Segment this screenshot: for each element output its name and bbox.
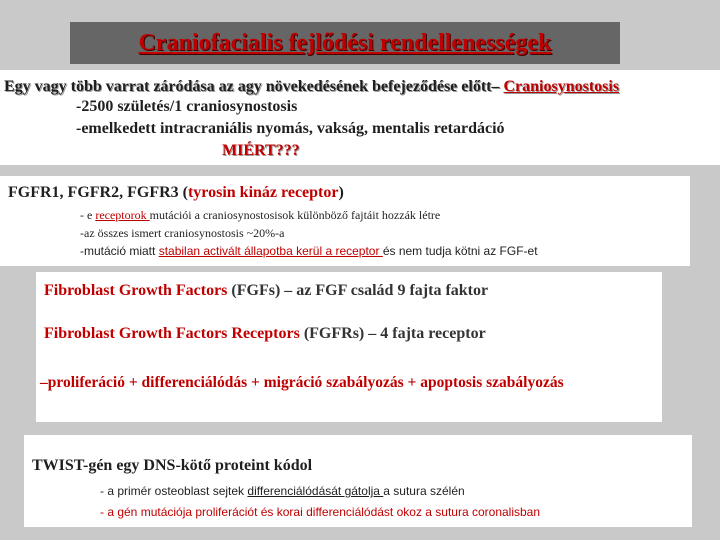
- fgf-term: Fibroblast Growth Factors: [44, 282, 228, 299]
- bullet3-post: és nem tudja kötni az FGF-et: [382, 244, 538, 258]
- why-question: MIÉRT???: [222, 142, 300, 159]
- twist-line1-pre: - a primér osteoblast sejtek: [100, 484, 248, 498]
- fgf-line: [44, 282, 488, 300]
- bullet1-pre: - e: [80, 208, 96, 222]
- twist-line-1: [100, 484, 465, 498]
- receptors-link: receptorok: [95, 208, 150, 222]
- activated-receptor-link: stabilan activált állapotba kerül a receptor: [158, 244, 383, 258]
- bullet3-pre: -mutáció miatt: [80, 244, 159, 258]
- fgf-box: [36, 272, 662, 422]
- fgfr-heading-close: ): [338, 184, 344, 201]
- twist-heading: TWIST-gén egy DNS-kötő proteint kódol: [32, 457, 313, 474]
- fgfr-line: [44, 325, 486, 343]
- fgfr-description: (FGFRs) – 4 fajta receptor: [299, 325, 486, 342]
- fgfr-heading: [8, 184, 344, 202]
- fgfr-bullet-3: [80, 244, 538, 258]
- fgfr-bullet-2: -az összes ismert craniosynostosis ~20%-a: [80, 226, 285, 240]
- incidence-line: -2500 születés/1 craniosynostosis: [76, 98, 298, 115]
- definition-line: [4, 78, 619, 96]
- slide-title: Craniofacialis fejlődési rendellenességek: [138, 29, 552, 56]
- differentiation-link: differenciálódását gátolja: [247, 484, 384, 498]
- bullet1-post: mutációi a craniosynostosisok különböző fajtáit hozzák létre: [149, 208, 441, 222]
- fgfr-term: Fibroblast Growth Factors Receptors: [44, 325, 300, 342]
- tyrosine-kinase-label: tyrosin kináz receptor: [187, 184, 339, 201]
- twist-line1-post: a sutura szélén: [383, 484, 465, 498]
- fgfr-box: [0, 176, 690, 266]
- craniosynostosis-term: Craniosynostosis: [503, 78, 620, 95]
- definition-text: Egy vagy több varrat záródása az agy növekedésének befejeződése előtt–: [4, 78, 504, 95]
- fgfr-heading-text: FGFR1, FGFR2, FGFR3 (: [8, 184, 188, 201]
- craniosynostosis-box: [0, 70, 720, 165]
- symptoms-line: -emelkedett intracraniális nyomás, vakság, mentalis retardáció: [76, 120, 505, 137]
- functions-line: –proliferáció + differenciálódás + migráció szabályozás + apoptosis szabályozás: [40, 374, 564, 391]
- fgf-description: (FGFs) – az FGF család 9 fajta faktor: [227, 282, 489, 299]
- twist-line-2: - a gén mutációja proliferációt és korai differenciálódást okoz a sutura coronalisban: [100, 505, 541, 519]
- title-banner: [70, 22, 620, 64]
- twist-box: [24, 435, 692, 527]
- fgfr-bullet-1: [80, 208, 440, 223]
